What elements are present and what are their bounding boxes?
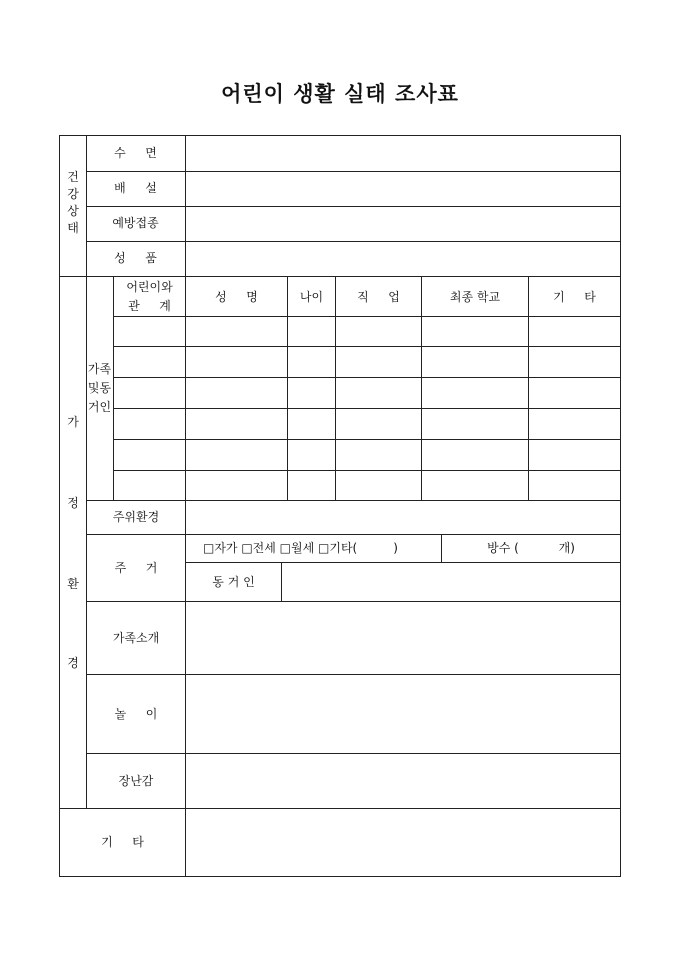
play-label: 놀 이 [114,707,158,721]
home-section-char-2: 정 [67,496,79,510]
family-row[interactable] [114,317,620,346]
toys-label: 장난감 [118,774,154,788]
toys-field[interactable] [186,754,620,808]
sleep-field[interactable] [186,136,620,171]
health-section-label: 건 강 상 태 [67,170,79,235]
surroundings-field[interactable] [186,501,620,534]
cohabitant-label: 동 거 인 [212,575,255,589]
personality-label: 성 품 [114,251,157,265]
name-header: 성 명 [215,290,258,304]
family-intro-label: 가족소개 [112,631,160,645]
age-header: 나이 [299,290,324,304]
form-title: 어린이 생활 실태 조사표 [221,81,459,106]
home-section-char-4: 경 [67,656,79,670]
home-section-char-1: 가 [67,415,79,429]
housing-label: 주 거 [114,561,158,575]
housing-type-options[interactable]: □자가 □전세 □월세 □기타( ) [203,541,398,555]
excretion-field[interactable] [186,172,620,206]
vaccination-label: 예방접종 [112,216,159,230]
sleep-label: 수 면 [114,146,157,160]
family-intro-field[interactable] [186,602,620,674]
relation-header-line1: 어린이와 [126,280,173,294]
school-header: 최종 학교 [449,290,501,304]
family-row[interactable] [114,440,620,470]
personality-field[interactable] [186,242,620,276]
other-label: 기 타 [101,835,144,849]
home-section-char-3: 환 [67,577,79,591]
job-header: 직 업 [357,290,400,304]
surroundings-label: 주위환경 [112,510,160,524]
family-row[interactable] [114,471,620,500]
family-label: 가족 및동 거인 [87,362,112,414]
family-row[interactable] [114,409,620,439]
excretion-label: 배 설 [114,181,157,195]
family-row[interactable] [114,378,620,408]
room-count[interactable]: 방수 ( 개) [487,541,575,555]
etc-header: 기 타 [553,290,596,304]
other-field[interactable] [186,809,620,876]
relation-header-line2: 관 계 [128,299,171,313]
play-field[interactable] [186,675,620,753]
cohabitant-field[interactable] [282,563,620,601]
vaccination-field[interactable] [186,207,620,241]
family-row[interactable] [114,347,620,377]
